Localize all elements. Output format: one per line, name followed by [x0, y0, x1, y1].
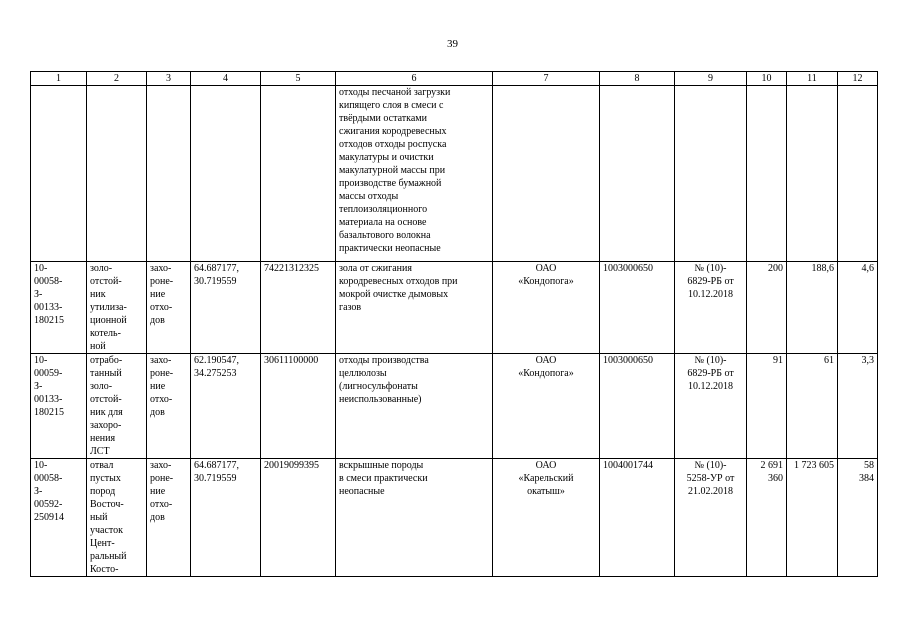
- col10-cell: 200: [747, 262, 787, 354]
- column-header-5: 5: [261, 72, 336, 86]
- fkko-code-cell: 30611100000: [261, 354, 336, 459]
- operator-cell: ОАО «Кондопога»: [493, 354, 600, 459]
- inn-cell: 1004001744: [600, 459, 675, 577]
- table-cell: [838, 86, 878, 262]
- table-row-continuation: [31, 86, 878, 262]
- purpose-cell: захо- роне- ние отхо- дов: [147, 459, 191, 577]
- table-cell: [787, 86, 838, 262]
- col10-cell: 2 691 360: [747, 459, 787, 577]
- operator-cell: ОАО «Кондопога»: [493, 262, 600, 354]
- object-name-cell: отрабо- танный золо- отстой- ник для захоро- нения ЛСТ: [87, 354, 147, 459]
- col11-cell: 188,6: [787, 262, 838, 354]
- table-row: [31, 262, 878, 354]
- column-header-1: 1: [31, 72, 87, 86]
- page-number: 39: [447, 38, 458, 50]
- waste-description-cell: отходы песчаной загрузки кипящего слоя в смеси с твёрдыми остатками сжигания кородревесных отходов отходы роспуска макулатуры и очистки макулатурной массы при производстве бумажной массы отходы теплоизоляционного материала на основе базальтового волокна практически неопасные: [336, 86, 493, 262]
- table-cell: [261, 86, 336, 262]
- coordinates-cell: 64.687177, 30.719559: [191, 459, 261, 577]
- column-header-9: 9: [675, 72, 747, 86]
- fkko-code-cell: 74221312325: [261, 262, 336, 354]
- column-header-8: 8: [600, 72, 675, 86]
- column-header-2: 2: [87, 72, 147, 86]
- waste-description-cell: зола от сжигания кородревесных отходов при мокрой очистке дымовых газов: [336, 262, 493, 354]
- order-cell: № (10)- 6829-РБ от 10.12.2018: [675, 354, 747, 459]
- object-name-cell: золо- отстой- ник утилиза- ционной котель- ной: [87, 262, 147, 354]
- table-row: [31, 459, 878, 577]
- object-name-cell: отвал пустых пород Восточ- ный участок Цент- ральный Косто-: [87, 459, 147, 577]
- column-header-3: 3: [147, 72, 191, 86]
- col11-cell: 61: [787, 354, 838, 459]
- fkko-code-cell: 20019099395: [261, 459, 336, 577]
- column-number-row: [31, 72, 878, 86]
- col11-cell: 1 723 605: [787, 459, 838, 577]
- inn-cell: 1003000650: [600, 262, 675, 354]
- table-cell: [191, 86, 261, 262]
- waste-registry-table: [30, 71, 878, 577]
- col10-cell: 91: [747, 354, 787, 459]
- column-header-7: 7: [493, 72, 600, 86]
- column-header-10: 10: [747, 72, 787, 86]
- column-header-11: 11: [787, 72, 838, 86]
- coordinates-cell: 64.687177, 30.719559: [191, 262, 261, 354]
- column-header-6: 6: [336, 72, 493, 86]
- column-header-12: 12: [838, 72, 878, 86]
- col12-cell: 3,3: [838, 354, 878, 459]
- order-cell: № (10)- 5258-УР от 21.02.2018: [675, 459, 747, 577]
- reg-number-cell: 10- 00058- З- 00592- 250914: [31, 459, 87, 577]
- purpose-cell: захо- роне- ние отхо- дов: [147, 354, 191, 459]
- reg-number-cell: 10- 00059- З- 00133- 180215: [31, 354, 87, 459]
- table-cell: [87, 86, 147, 262]
- table-cell: [31, 86, 87, 262]
- table-row: [31, 354, 878, 459]
- table-cell: [600, 86, 675, 262]
- inn-cell: 1003000650: [600, 354, 675, 459]
- table-cell: [675, 86, 747, 262]
- reg-number-cell: 10- 00058- З- 00133- 180215: [31, 262, 87, 354]
- table-cell: [147, 86, 191, 262]
- col12-cell: 4,6: [838, 262, 878, 354]
- table-cell: [493, 86, 600, 262]
- order-cell: № (10)- 6829-РБ от 10.12.2018: [675, 262, 747, 354]
- waste-description-cell: отходы производства целлюлозы (лигносульфонаты неиспользованные): [336, 354, 493, 459]
- column-header-4: 4: [191, 72, 261, 86]
- coordinates-cell: 62.190547, 34.275253: [191, 354, 261, 459]
- operator-cell: ОАО «Карельский окатыш»: [493, 459, 600, 577]
- col12-cell: 58 384: [838, 459, 878, 577]
- table-cell: [747, 86, 787, 262]
- purpose-cell: захо- роне- ние отхо- дов: [147, 262, 191, 354]
- waste-description-cell: вскрышные породы в смеси практически неопасные: [336, 459, 493, 577]
